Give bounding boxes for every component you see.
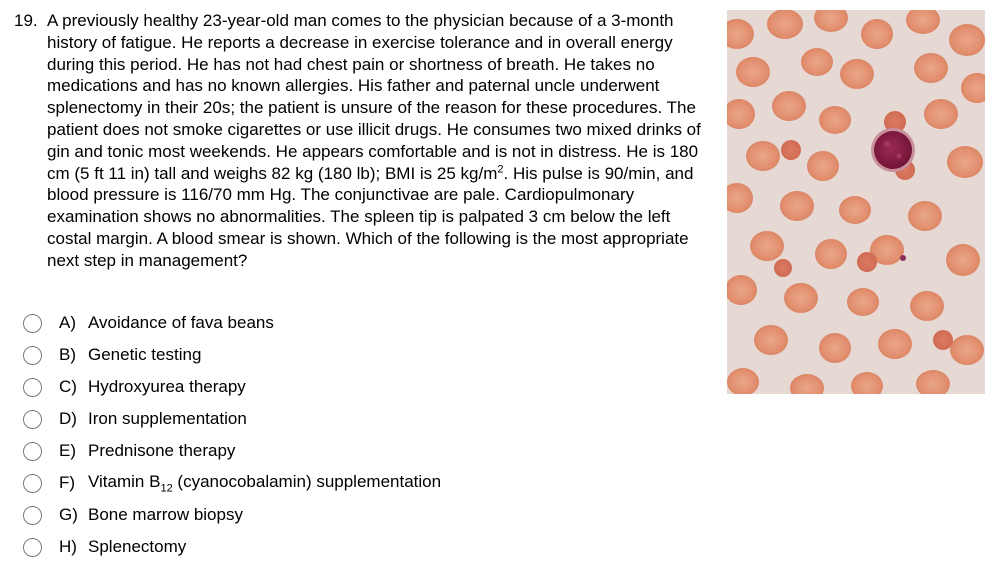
option-h[interactable] <box>23 531 623 563</box>
stem-text-part2: . His pulse is 90/min, and blood pressure is 116/70 mm Hg. The conjunctivae are pale. Cardiopulmonary examination shows no abnormalities. The spleen tip is palpated 3 cm below the left costal margin. A blood smear is shown. Which of the following is the most appropriate next step in management? <box>47 163 694 270</box>
blood-smear-image <box>727 10 985 394</box>
question-stem <box>47 10 702 272</box>
option-text: Prednisone therapy <box>88 441 236 460</box>
option-text: Splenectomy <box>88 537 187 556</box>
radio-button-h[interactable] <box>23 538 42 557</box>
option-text <box>88 472 441 494</box>
stem-superscript: 2 <box>497 162 504 175</box>
option-a[interactable] <box>23 307 623 339</box>
radio-button-d[interactable] <box>23 410 42 429</box>
option-text: Genetic testing <box>88 345 202 364</box>
blood-smear-illustration <box>727 10 985 394</box>
stem-text-part1: A previously healthy 23-year-old man comes to the physician because of a 3-month history of fatigue. He reports a decrease in exercise tolerance and in overall energy during this period. He has not had chest pain or shortness of breath. He takes no medications and has no known allergies. His father and paternal uncle underwent splenectomy in their 20s; the patient is unsure of the reason for these procedures. The patient does not smoke cigarettes or use illicit drugs. He consumes two mixed drinks of gin and tonic most weekends. He appears comfortable and is not in distress. He is 180 cm (5 ft 11 in) tall and weighs 82 kg (180 lb); BMI is 25 kg/m <box>47 11 701 183</box>
option-text: Avoidance of fava beans <box>88 313 274 332</box>
option-d[interactable] <box>23 403 623 435</box>
option-g[interactable] <box>23 499 623 531</box>
radio-button-g[interactable] <box>23 506 42 525</box>
option-letter: G) <box>59 505 78 524</box>
option-text: Iron supplementation <box>88 409 247 428</box>
option-text-rest: (cyanocobalamin) supplementation <box>172 471 442 491</box>
lymphocyte <box>871 128 915 172</box>
question-block <box>14 10 704 272</box>
option-letter: C) <box>59 377 77 396</box>
option-f[interactable] <box>23 467 623 499</box>
option-letter: D) <box>59 409 77 428</box>
option-letter: B) <box>59 345 76 364</box>
option-text: Hydroxyurea therapy <box>88 377 246 396</box>
radio-button-c[interactable] <box>23 378 42 397</box>
option-e[interactable] <box>23 435 623 467</box>
question-number: 19. <box>14 11 38 30</box>
radio-button-f[interactable] <box>23 474 42 493</box>
option-letter: F) <box>59 473 76 492</box>
answer-options <box>23 307 623 563</box>
radio-button-b[interactable] <box>23 346 42 365</box>
option-c[interactable] <box>23 371 623 403</box>
option-b[interactable] <box>23 339 623 371</box>
option-text-subscript: 12 <box>160 482 173 495</box>
radio-button-e[interactable] <box>23 442 42 461</box>
option-letter: A) <box>59 313 76 332</box>
platelet <box>900 255 906 261</box>
option-letter: E) <box>59 441 76 460</box>
option-letter: H) <box>59 537 77 556</box>
option-text: Bone marrow biopsy <box>88 505 243 524</box>
radio-button-a[interactable] <box>23 314 42 333</box>
option-text-main: Vitamin B <box>88 471 161 491</box>
